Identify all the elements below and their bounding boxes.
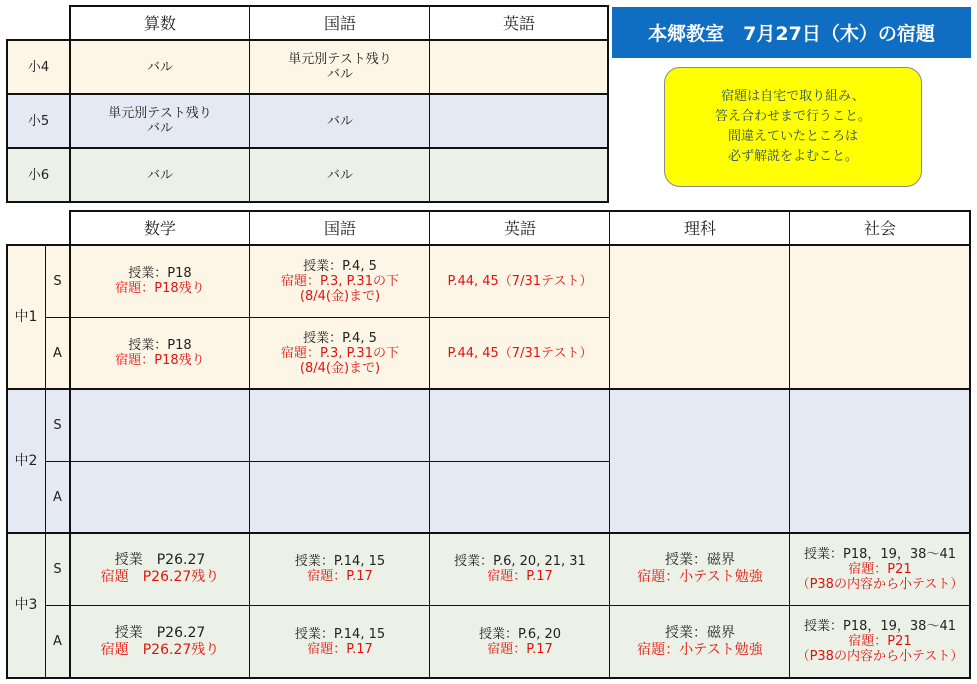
homework-text: 宿題：P21 bbox=[848, 561, 912, 577]
lesson-text: 授業：P.14, 15 bbox=[294, 554, 386, 569]
class-label-s: S bbox=[53, 273, 62, 289]
homework-text: 宿題 P26.27残り bbox=[100, 641, 220, 658]
grid-line bbox=[969, 210, 971, 679]
header-kokugo: 国語 bbox=[323, 13, 356, 33]
cell-text: バル bbox=[326, 113, 353, 129]
homework-text: P.44, 45（7/31テスト） bbox=[447, 273, 593, 289]
homework-text: P.44, 45（7/31テスト） bbox=[447, 345, 593, 361]
lesson-text: 授業 P26.27 bbox=[114, 624, 206, 641]
cell-chu1a-jp bbox=[250, 317, 430, 389]
homework-text: 宿題：P.17 bbox=[307, 641, 373, 657]
header-shakai: 社会 bbox=[863, 218, 896, 238]
header-kokugo: 国語 bbox=[323, 218, 356, 238]
lesson-text: 授業：P18，19，38～41 bbox=[803, 619, 956, 634]
homework-note bbox=[664, 67, 922, 187]
cell-sho6-sansu bbox=[70, 148, 250, 202]
grid-line bbox=[249, 210, 250, 679]
class-label-a: A bbox=[53, 345, 62, 361]
grid-line bbox=[6, 388, 971, 390]
note-line: 間違えていたところは bbox=[727, 129, 858, 144]
grid-line bbox=[6, 244, 8, 679]
lesson-text: 授業：P18，19，38～41 bbox=[803, 546, 956, 562]
note-line: 必ず解説をよむこと。 bbox=[727, 149, 858, 164]
homework-text: 宿題：P21 bbox=[848, 634, 912, 649]
grid-line bbox=[45, 605, 970, 606]
grid-line bbox=[607, 5, 609, 203]
grid-line bbox=[6, 93, 609, 95]
lesson-text: 授業：P.14, 15 bbox=[294, 626, 386, 642]
homework-text: 宿題：P18残り bbox=[115, 281, 205, 296]
cell-sho4-sansu bbox=[70, 40, 250, 94]
cell-chu1s-jp bbox=[250, 245, 430, 317]
homework-text: 宿題：P.17 bbox=[487, 569, 553, 584]
grid-line bbox=[6, 244, 971, 246]
grid-line bbox=[69, 210, 71, 679]
grade-label-sho6: 小6 bbox=[27, 167, 50, 183]
homework-text: 宿題：P.3, P.31の下 bbox=[281, 273, 399, 289]
grid-line bbox=[609, 210, 610, 679]
header-sugaku: 数学 bbox=[143, 218, 176, 238]
header-eigo: 英語 bbox=[502, 13, 535, 33]
lesson-text: 授業：P.4, 5 bbox=[303, 258, 377, 274]
cell-sho6-kokugo bbox=[250, 148, 430, 202]
grid-line bbox=[429, 5, 430, 203]
grid-line bbox=[69, 5, 71, 203]
cell-text: 単元別テスト残り bbox=[288, 52, 392, 67]
cell-chu3s-math bbox=[70, 533, 250, 605]
cell-text: バル bbox=[146, 59, 173, 75]
header-eigo: 英語 bbox=[503, 218, 536, 238]
lesson-text: 授業：P18 bbox=[128, 266, 192, 281]
homework-text: 宿題：P18残り bbox=[115, 353, 205, 368]
lesson-text: 授業：P.4, 5 bbox=[303, 330, 377, 346]
grade-label-chu2: 中2 bbox=[14, 452, 38, 469]
grade-label-chu3: 中3 bbox=[14, 597, 38, 613]
cell-sho4-kokugo bbox=[250, 40, 430, 94]
lesson-text: 授業：P18 bbox=[128, 338, 192, 353]
cell-sho5-kokugo bbox=[250, 94, 430, 148]
homework-text: 宿題：小テスト勉強 bbox=[637, 641, 763, 658]
cell-chu3s-soc bbox=[790, 533, 970, 605]
homework-text: （P38の内容から小テスト） bbox=[796, 576, 964, 592]
cell-text: バル bbox=[146, 121, 173, 136]
cell-text: バル bbox=[326, 67, 353, 82]
cell-chu3s-jp bbox=[250, 533, 430, 605]
grade-label-chu1: 中1 bbox=[14, 308, 38, 325]
grid-line bbox=[6, 39, 8, 203]
cell-text: 単元別テスト残り bbox=[108, 106, 212, 121]
cell-chu1s-math bbox=[70, 245, 250, 317]
grid-line bbox=[429, 210, 430, 679]
lesson-text: 授業：P.6, 20, 21, 31 bbox=[454, 554, 586, 569]
cell-chu3a-math bbox=[70, 605, 250, 678]
cell-chu1s-en bbox=[430, 245, 610, 317]
grid-line bbox=[249, 5, 250, 203]
grid-line bbox=[69, 210, 971, 212]
banner-title: 本郷教室 7月27日（木）の宿題 bbox=[612, 7, 971, 58]
cell-sho5-sansu bbox=[70, 94, 250, 148]
grid-line bbox=[6, 532, 971, 534]
cell-chu1a-en bbox=[430, 317, 610, 389]
homework-text: 宿題 P26.27残り bbox=[100, 569, 220, 585]
cell-chu3a-jp bbox=[250, 605, 430, 678]
lesson-text: 授業 P26.27 bbox=[114, 552, 206, 568]
cell-chu3s-sci bbox=[610, 533, 790, 605]
cell-chu1a-math bbox=[70, 317, 250, 389]
homework-text: （P38の内容から小テスト） bbox=[796, 649, 964, 664]
cell-text: バル bbox=[326, 167, 353, 183]
class-label-s: S bbox=[53, 561, 62, 577]
homework-text: (8/4(金)まで) bbox=[299, 288, 381, 304]
cell-chu3s-en bbox=[430, 533, 610, 605]
homework-text: (8/4(金)まで) bbox=[299, 360, 381, 376]
cell-text: バル bbox=[146, 167, 173, 183]
homework-text: 宿題：P.17 bbox=[307, 569, 373, 584]
header-rika: 理科 bbox=[683, 218, 716, 238]
grade-label-sho4: 小4 bbox=[27, 59, 50, 75]
cell-chu3a-en bbox=[430, 605, 610, 678]
grade-label-sho5: 小5 bbox=[27, 113, 50, 129]
note-line: 答え合わせまで行うこと。 bbox=[714, 109, 871, 124]
class-label-s: S bbox=[53, 417, 62, 433]
grid-line bbox=[6, 39, 609, 41]
homework-text: 宿題：小テスト勉強 bbox=[637, 569, 763, 585]
class-label-a: A bbox=[53, 634, 62, 649]
note-line: 宿題は自宅で取り組み、 bbox=[721, 89, 865, 104]
header-sansu: 算数 bbox=[143, 13, 176, 33]
lesson-text: 授業：磁界 bbox=[665, 552, 735, 568]
grid-line bbox=[45, 461, 610, 462]
grid-line bbox=[45, 244, 46, 679]
cell-chu3a-soc bbox=[790, 605, 970, 678]
grid-line bbox=[6, 677, 971, 679]
lesson-text: 授業：磁界 bbox=[665, 624, 735, 641]
grid-line bbox=[6, 201, 609, 203]
cell-chu3a-sci bbox=[610, 605, 790, 678]
grid-line bbox=[789, 210, 790, 679]
grid-line bbox=[45, 317, 610, 318]
lesson-text: 授業：P.6, 20 bbox=[478, 626, 562, 642]
homework-text: 宿題：P.17 bbox=[487, 641, 553, 657]
homework-text: 宿題：P.3, P.31の下 bbox=[281, 345, 399, 361]
class-label-a: A bbox=[53, 489, 62, 505]
grid-line bbox=[69, 5, 609, 7]
grid-line bbox=[6, 147, 609, 149]
